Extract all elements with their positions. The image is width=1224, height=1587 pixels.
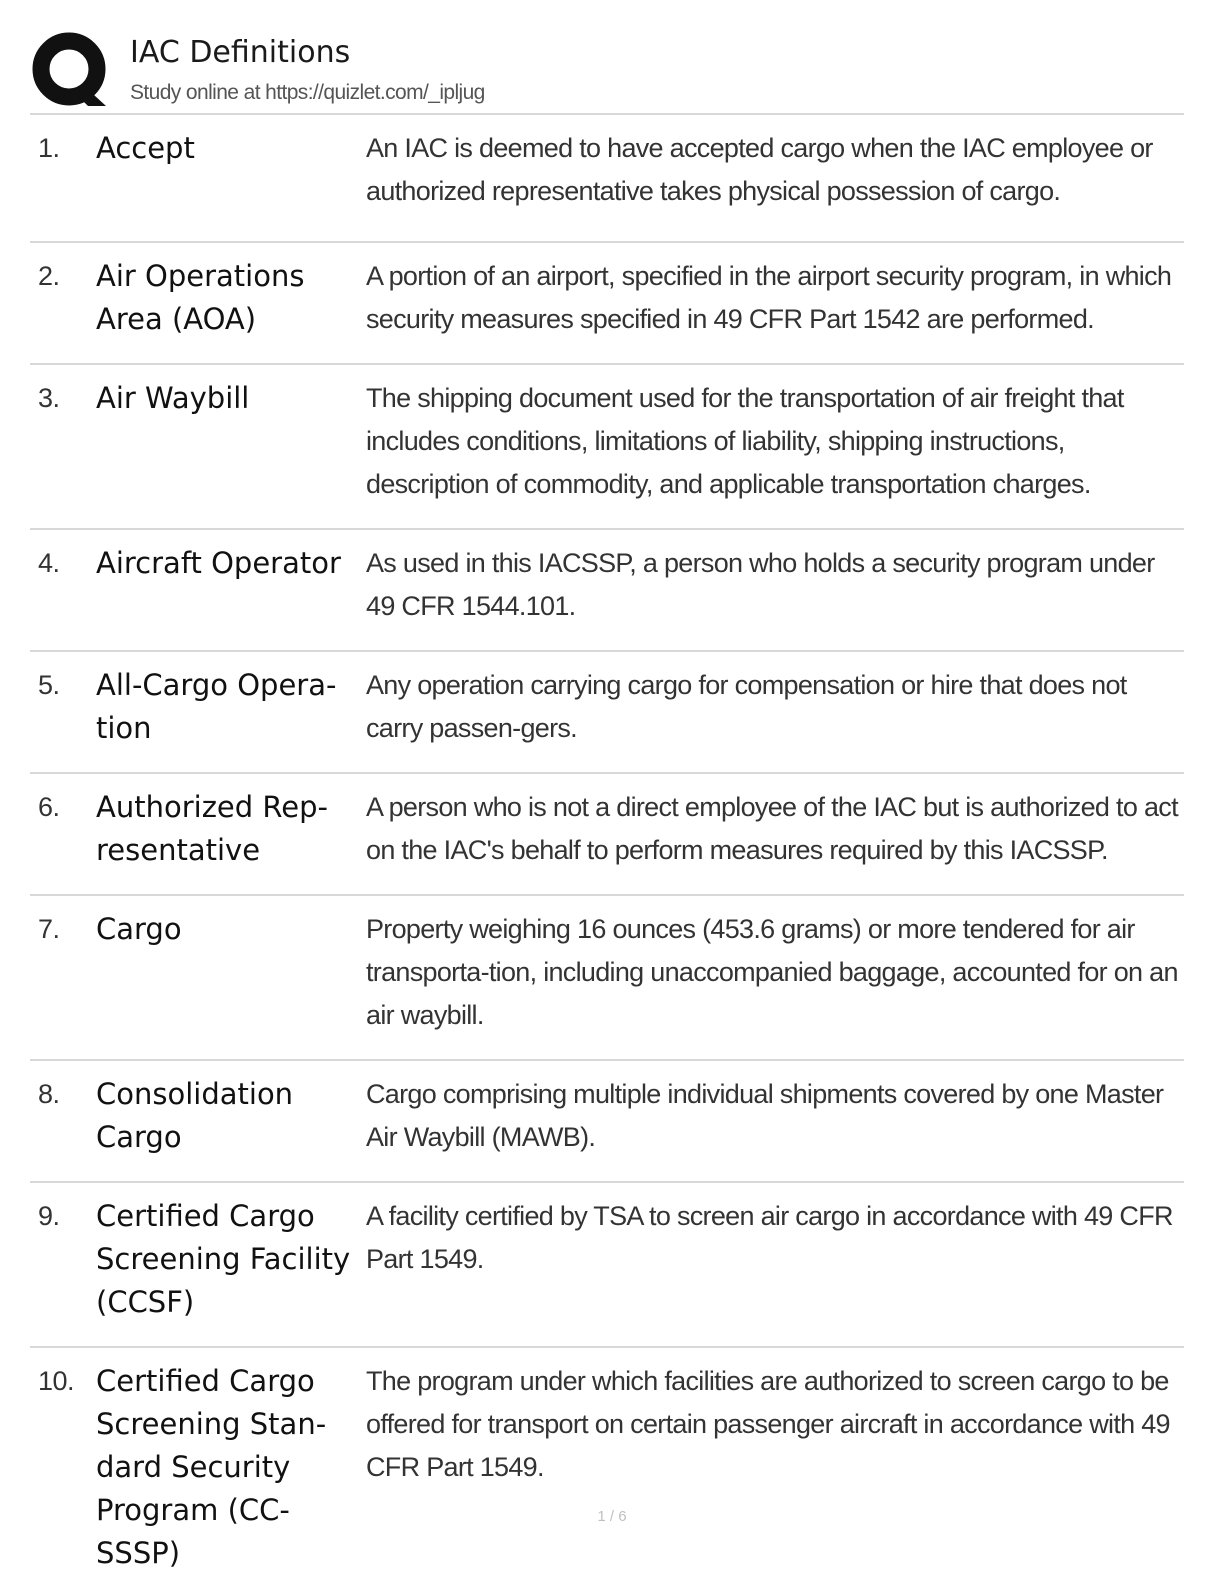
term: Cargo <box>96 912 182 946</box>
term: All-Cargo Opera-tion <box>96 668 337 745</box>
definition: A facility certified by TSA to screen air cargo in accordance with 49 CFR Part 1549. <box>366 1201 1173 1274</box>
definition-row <box>30 774 1184 896</box>
row-number: 1. <box>38 133 60 163</box>
row-number: 4. <box>38 548 60 578</box>
definition-row <box>30 652 1184 774</box>
term: Certified Cargo Screening Facility (CCSF) <box>96 1199 351 1319</box>
row-number: 7. <box>38 914 60 944</box>
page-header <box>30 28 1184 114</box>
definition: A portion of an airport, specified in the airport security program, in which security measures specified in 49 CFR Part 1542 are performed. <box>366 261 1172 334</box>
definition-row <box>30 115 1184 243</box>
definition: Property weighing 16 ounces (453.6 grams) or more tendered for air transporta-tion, including unaccompanied baggage, accounted for on an air waybill. <box>366 914 1178 1030</box>
definition-row <box>30 1348 1184 1587</box>
definition: An IAC is deemed to have accepted cargo when the IAC employee or authorized representative takes physical possession of cargo. <box>366 133 1153 206</box>
document-title: IAC Definitions <box>130 35 351 70</box>
row-number: 5. <box>38 670 60 700</box>
study-online-link-text: Study online at https://quizlet.com/_ipljug <box>130 81 485 104</box>
term: Aircraft Operator <box>96 546 341 580</box>
row-number: 3. <box>38 383 60 413</box>
definitions-list <box>30 115 1184 1587</box>
definition-row <box>30 243 1184 365</box>
term: Consolidation Cargo <box>96 1077 294 1154</box>
term: Authorized Rep-resentative <box>96 790 328 867</box>
row-number: 10. <box>38 1366 75 1396</box>
term: Air Operations Area (AOA) <box>96 259 305 336</box>
row-number: 9. <box>38 1201 60 1231</box>
definition: The shipping document used for the transportation of air freight that includes conditions, limitations of liability, shipping instructions, description of commodity, and applicable transportation charges. <box>366 383 1124 499</box>
page-number: 1 / 6 <box>597 1508 627 1525</box>
definition: Cargo comprising multiple individual shipments covered by one Master Air Waybill (MAWB). <box>366 1079 1164 1152</box>
definition-row <box>30 1061 1184 1183</box>
definition: As used in this IACSSP, a person who holds a security program under 49 CFR 1544.101. <box>366 548 1155 621</box>
definition-row <box>30 1183 1184 1348</box>
term: Accept <box>96 131 195 165</box>
term: Air Waybill <box>96 381 250 415</box>
definition: A person who is not a direct employee of the IAC but is authorized to act on the IAC's behalf to perform measures required by this IACSSP. <box>366 792 1178 865</box>
row-number: 8. <box>38 1079 60 1109</box>
row-number: 6. <box>38 792 60 822</box>
row-number: 2. <box>38 261 60 291</box>
definition: The program under which facilities are authorized to screen cargo to be offered for transport on certain passenger aircraft in accordance with 49 CFR Part 1549. <box>366 1366 1170 1482</box>
definition: Any operation carrying cargo for compensation or hire that does not carry passen-gers. <box>366 670 1127 743</box>
definition-row <box>30 896 1184 1061</box>
definition-row <box>30 530 1184 652</box>
definition-row <box>30 365 1184 530</box>
quizlet-q-logo-icon <box>32 32 108 108</box>
term: Certified Cargo Screening Stan-dard Security Program (CC-SSSP) <box>96 1364 327 1570</box>
